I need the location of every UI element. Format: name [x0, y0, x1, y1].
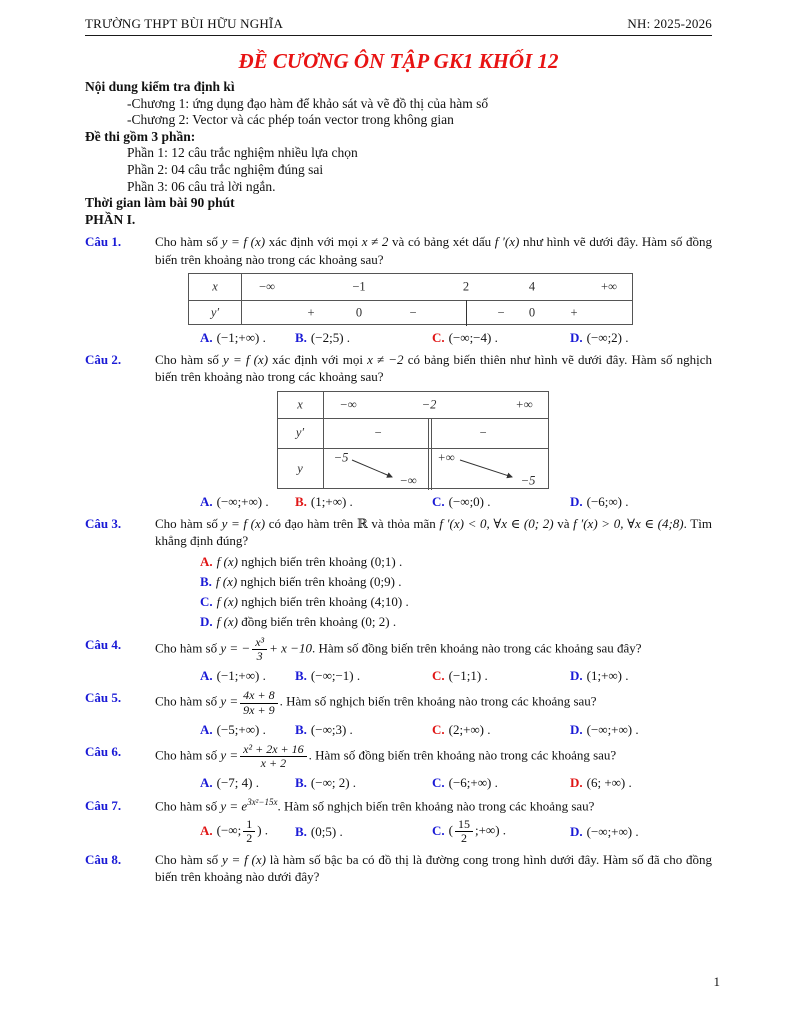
- text-fragment: xác định với mọi: [265, 234, 362, 250]
- option-d: [570, 721, 712, 738]
- text-fragment: Cho hàm số: [155, 694, 221, 710]
- text-fragment: . Tìm khẳng định đúng?: [155, 516, 712, 549]
- option-a: [200, 329, 295, 346]
- text-fragment: Cho hàm số: [155, 851, 222, 867]
- option-a: [200, 774, 295, 791]
- sign-value: −: [409, 305, 417, 320]
- option-b-letter: B.: [295, 493, 307, 509]
- fraction-numerator: 1: [243, 818, 255, 832]
- document-header: [85, 16, 712, 32]
- sign-value: +: [570, 305, 578, 320]
- option-c-letter: C.: [432, 721, 445, 737]
- option-c-value: (−∞;−4) .: [448, 329, 498, 345]
- fraction-numerator: x³: [252, 636, 267, 650]
- fraction-numerator: x² + 2x + 16: [240, 743, 306, 757]
- question-2-options: [200, 493, 712, 510]
- question-2-label: Câu 2.: [85, 352, 122, 368]
- question-2-text: [155, 351, 712, 386]
- question-4-options: [200, 667, 712, 684]
- sign-value: 0: [355, 305, 363, 320]
- limit-value: +∞: [437, 450, 455, 465]
- x-value: −∞: [259, 279, 275, 294]
- math-expression: y = −: [220, 640, 251, 656]
- option-d-value: (−∞;+∞) .: [586, 824, 639, 840]
- decreasing-arrow-icon: [460, 460, 512, 477]
- table-var-yprime: y′: [295, 425, 305, 440]
- sign-table: [188, 273, 633, 325]
- option-a: [200, 667, 295, 684]
- page-number: 1: [713, 974, 720, 989]
- question-7-label: Câu 7.: [85, 797, 122, 813]
- option-d: [570, 823, 712, 840]
- question-3-text: [155, 515, 712, 550]
- math-expression: f (x): [216, 594, 238, 610]
- fraction-denominator: 9x + 9: [243, 702, 275, 717]
- fraction: [240, 743, 306, 770]
- math-expression: f ′(x) < 0, ∀x ∈ (0; 2): [439, 516, 554, 532]
- math-expression: y = f (x): [221, 234, 266, 250]
- option-a-letter: A.: [200, 775, 213, 791]
- math-expression: f (x): [215, 573, 238, 589]
- question-5: [85, 689, 712, 738]
- table-divider: [241, 274, 242, 324]
- question-1-label: Câu 1.: [85, 234, 122, 250]
- option-c-value: (−∞;0) .: [448, 493, 491, 509]
- option-c: [200, 593, 712, 610]
- x-value: 4: [528, 279, 536, 294]
- fraction-denominator: 3: [256, 648, 263, 663]
- option-c-value: (−6;+∞) .: [448, 775, 498, 791]
- option-d: [570, 774, 712, 791]
- option-c-value: (: [448, 822, 453, 838]
- option-b-value: (−∞;−1) .: [310, 668, 361, 684]
- sign-value: +: [307, 305, 315, 320]
- text-fragment: nghịch biến trên khoảng: [237, 573, 370, 589]
- intro-duration: Thời gian làm bài 90 phút: [85, 195, 235, 211]
- option-a-value: (−7; 4) .: [216, 775, 259, 791]
- text-fragment: như hình vẽ dưới đây. Hàm số đồng biến trên khoảng nào trong các khoảng sau?: [155, 234, 712, 267]
- text-fragment: . Hàm số đồng biến trên khoảng nào trong các khoảng sau đây?: [311, 640, 642, 656]
- text-fragment: đồng biến trên khoảng: [237, 614, 362, 630]
- question-7-options: [200, 818, 712, 845]
- limit-value: −5: [333, 450, 349, 465]
- option-d-letter: D.: [570, 721, 583, 737]
- question-7-text: [155, 797, 712, 815]
- intro-heading-structure: Đề thi gồm 3 phần:: [85, 128, 196, 144]
- option-b: [295, 774, 432, 791]
- option-d-letter: D.: [570, 329, 583, 345]
- sign-value: −: [478, 425, 488, 440]
- question-3-options: [200, 553, 712, 631]
- text-fragment: . Hàm số nghịch biến trên khoảng nào trong các khoảng sau?: [279, 694, 597, 710]
- variation-table: [277, 391, 549, 489]
- x-value: +∞: [601, 279, 617, 294]
- option-d-value: (−∞;+∞) .: [586, 721, 639, 737]
- x-value: +∞: [515, 397, 533, 412]
- math-expression: y =: [220, 694, 239, 710]
- option-a-letter: A.: [200, 721, 213, 737]
- fraction: [455, 818, 473, 845]
- option-c: [432, 329, 570, 346]
- text-fragment: Cho hàm số: [155, 234, 222, 250]
- question-5-text: [155, 689, 712, 716]
- option-a-value: (−1;+∞) .: [216, 668, 266, 684]
- question-5-label: Câu 5.: [85, 690, 122, 706]
- option-b: [295, 823, 432, 840]
- option-b-letter: B.: [295, 329, 307, 345]
- question-4-label: Câu 4.: [85, 636, 122, 652]
- option-b-value: (−∞;3) .: [310, 721, 353, 737]
- fraction-denominator: 2: [246, 831, 253, 846]
- fraction-numerator: 4x + 8: [240, 689, 277, 703]
- text-fragment: . Hàm số đồng biến trên khoảng nào trong các khoảng sau?: [308, 747, 617, 763]
- option-a-value: (−∞;+∞) .: [216, 493, 269, 509]
- fraction: [240, 689, 277, 716]
- option-d-letter: D.: [570, 493, 583, 509]
- option-a-letter: A.: [200, 822, 213, 838]
- question-1: [85, 233, 712, 346]
- math-expression: + x −10: [269, 640, 312, 656]
- option-a-value-end: ) .: [257, 822, 269, 838]
- question-4-text: [155, 636, 712, 663]
- option-b-value: (0;5) .: [310, 824, 343, 840]
- option-b: [295, 667, 432, 684]
- section-part-1-heading: PHẦN I.: [85, 211, 136, 227]
- option-c-letter: C.: [432, 822, 445, 838]
- option-b-value: (−2;5) .: [310, 329, 351, 345]
- question-8-label: Câu 8.: [85, 851, 122, 867]
- school-name: TRƯỜNG THPT BÙI HỮU NGHĨA: [85, 16, 284, 31]
- option-a: [200, 721, 295, 738]
- option-c-value: (2;+∞) .: [448, 721, 491, 737]
- option-d-letter: D.: [200, 614, 213, 630]
- math-expression: y = e: [220, 798, 248, 814]
- discontinuity-bar: [466, 300, 467, 326]
- intro-chapter-1: -Chương 1: ứng dụng đạo hàm để khảo sát và vẽ đồ thị của hàm số: [127, 95, 489, 111]
- header-rule: [85, 35, 712, 36]
- table-var-yprime: y′: [210, 305, 220, 320]
- text-fragment: Cho hàm số: [155, 798, 221, 814]
- question-1-options: [200, 329, 712, 346]
- limit-value: −∞: [399, 473, 417, 488]
- question-4: [85, 636, 712, 685]
- question-6-label: Câu 6.: [85, 744, 122, 760]
- option-c: [432, 818, 570, 845]
- option-d-value: (0; 2) .: [361, 614, 397, 630]
- option-c-value: (−1;1) .: [448, 668, 488, 684]
- option-a-value: (−∞;: [216, 822, 242, 838]
- option-c: [432, 774, 570, 791]
- sign-value: −: [373, 425, 383, 440]
- option-d-value: (6; +∞) .: [586, 775, 632, 791]
- option-c-value-end: ;+∞) .: [474, 822, 507, 838]
- text-fragment: Cho hàm số: [155, 352, 224, 368]
- option-d-letter: D.: [570, 668, 583, 684]
- fraction: [252, 636, 267, 663]
- option-d-value: (1;+∞) .: [586, 668, 629, 684]
- math-expression: y = f (x): [223, 352, 269, 368]
- text-fragment: Cho hàm số: [155, 640, 221, 656]
- option-b-letter: B.: [295, 824, 307, 840]
- option-a: [200, 553, 712, 570]
- text-fragment: có bảng biến thiên như hình vẽ dưới đây. Hàm số nghịch biến trên khoảng nào trong các khoảng sau?: [155, 352, 712, 385]
- option-b-letter: B.: [295, 775, 307, 791]
- text-fragment: và có bảng xét dấu: [388, 234, 495, 250]
- intro-section: [85, 79, 712, 228]
- x-value: −1: [352, 279, 366, 294]
- question-3-label: Câu 3.: [85, 516, 122, 532]
- math-expression: f ′(x) > 0, ∀x ∈ (4;8): [573, 516, 684, 532]
- fraction-denominator: x + 2: [260, 756, 287, 771]
- document-title: ĐỀ CƯƠNG ÔN TẬP GK1 KHỐI 12: [238, 49, 559, 73]
- option-b: [295, 493, 432, 510]
- option-a: [200, 818, 295, 845]
- math-exponent: 3x²−15x: [247, 796, 278, 807]
- math-expression: y = f (x): [221, 516, 266, 532]
- option-d: [570, 329, 712, 346]
- intro-part-2: Phần 2: 04 câu trắc nghiệm đúng sai: [127, 161, 324, 177]
- option-b-letter: B.: [295, 668, 307, 684]
- text-fragment: . Hàm số nghịch biến trên khoảng nào trong các khoảng sau?: [277, 798, 595, 814]
- option-a-letter: A.: [200, 553, 213, 569]
- question-6: [85, 743, 712, 792]
- intro-part-3: Phần 3: 06 câu trả lời ngắn.: [127, 178, 276, 194]
- x-value: −∞: [339, 397, 357, 412]
- option-b-value: (1;+∞) .: [310, 493, 353, 509]
- fraction-numerator: 15: [455, 818, 473, 832]
- sign-value: −: [497, 305, 505, 320]
- question-6-text: [155, 743, 712, 770]
- option-d-letter: D.: [570, 824, 583, 840]
- question-7: [85, 797, 712, 846]
- fraction: [243, 818, 255, 845]
- math-expression: f ′(x): [494, 234, 520, 250]
- text-fragment: nghịch biến trên khoảng: [237, 594, 371, 610]
- text-fragment: và thỏa mãn: [367, 516, 440, 532]
- question-8-text: [155, 851, 712, 886]
- text-fragment: Cho hàm số: [155, 516, 222, 532]
- text-fragment: và: [553, 516, 574, 532]
- math-expression: ℝ: [356, 516, 368, 532]
- option-a-value: (−5;+∞) .: [216, 721, 266, 737]
- math-expression: f (x): [216, 614, 238, 630]
- math-expression: y = f (x): [221, 851, 266, 867]
- option-d: [570, 493, 712, 510]
- text-fragment: có đạo hàm trên: [265, 516, 357, 532]
- math-expression: x ≠ 2: [361, 234, 389, 250]
- option-d-value: (−∞;2) .: [586, 329, 629, 345]
- variation-arrows: [278, 392, 550, 490]
- limit-value: −5: [520, 473, 536, 488]
- text-fragment: xác định với mọi: [268, 352, 368, 368]
- option-d-value: (−6;∞) .: [586, 493, 629, 509]
- option-b: [200, 573, 712, 590]
- option-c-letter: C.: [432, 775, 445, 791]
- option-b-value: (−∞; 2) .: [310, 775, 357, 791]
- question-8: [85, 851, 712, 886]
- math-expression: f (x): [216, 553, 238, 569]
- table-var-x: x: [212, 279, 218, 294]
- math-expression: y =: [220, 747, 239, 763]
- decreasing-arrow-icon: [352, 460, 392, 477]
- text-fragment: Cho hàm số: [155, 747, 221, 763]
- table-var-x: x: [297, 397, 303, 412]
- option-c-letter: C.: [432, 493, 445, 509]
- text-fragment: là hàm số bậc ba có đồ thị là đường cong trong hình dưới đây. Hàm số đã cho đồng biến trên khoảng nào dưới đây?: [155, 851, 712, 884]
- option-c-letter: C.: [200, 594, 213, 610]
- table-var-y: y: [297, 461, 303, 476]
- option-c: [432, 493, 570, 510]
- intro-heading-content: Nội dung kiểm tra định kì: [85, 79, 235, 94]
- question-1-text: [155, 233, 712, 268]
- option-a-letter: A.: [200, 493, 213, 509]
- question-5-options: [200, 721, 712, 738]
- question-6-options: [200, 774, 712, 791]
- school-year: NH: 2025-2026: [627, 16, 712, 31]
- option-d-letter: D.: [570, 775, 583, 791]
- question-3: [85, 515, 712, 631]
- question-2: [85, 351, 712, 510]
- option-a: [200, 493, 295, 510]
- option-d: [200, 613, 712, 630]
- option-a-value: (−1;+∞) .: [216, 329, 266, 345]
- option-c-value: (4;10) .: [370, 594, 409, 610]
- option-c-letter: C.: [432, 668, 445, 684]
- math-expression: x ≠ −2: [367, 352, 404, 368]
- option-c: [432, 721, 570, 738]
- option-a-value: (0;1) .: [370, 553, 403, 569]
- option-b-letter: B.: [200, 573, 212, 589]
- sign-value: 0: [528, 305, 536, 320]
- option-b-letter: B.: [295, 721, 307, 737]
- table-divider: [189, 300, 632, 301]
- intro-chapter-2: -Chương 2: Vector và các phép toán vector trong không gian: [127, 112, 454, 128]
- option-b-value: (0;9) .: [369, 573, 402, 589]
- option-b: [295, 721, 432, 738]
- option-b: [295, 329, 432, 346]
- fraction-denominator: 2: [460, 831, 467, 846]
- intro-part-1: Phần 1: 12 câu trắc nghiệm nhiều lựa chọn: [127, 145, 358, 161]
- text-fragment: nghịch biến trên khoảng: [237, 553, 371, 569]
- x-value: 2: [462, 279, 470, 294]
- option-c: [432, 667, 570, 684]
- option-a-letter: A.: [200, 329, 213, 345]
- x-value: −2: [421, 397, 437, 412]
- option-c-letter: C.: [432, 329, 445, 345]
- option-d: [570, 667, 712, 684]
- option-a-letter: A.: [200, 668, 213, 684]
